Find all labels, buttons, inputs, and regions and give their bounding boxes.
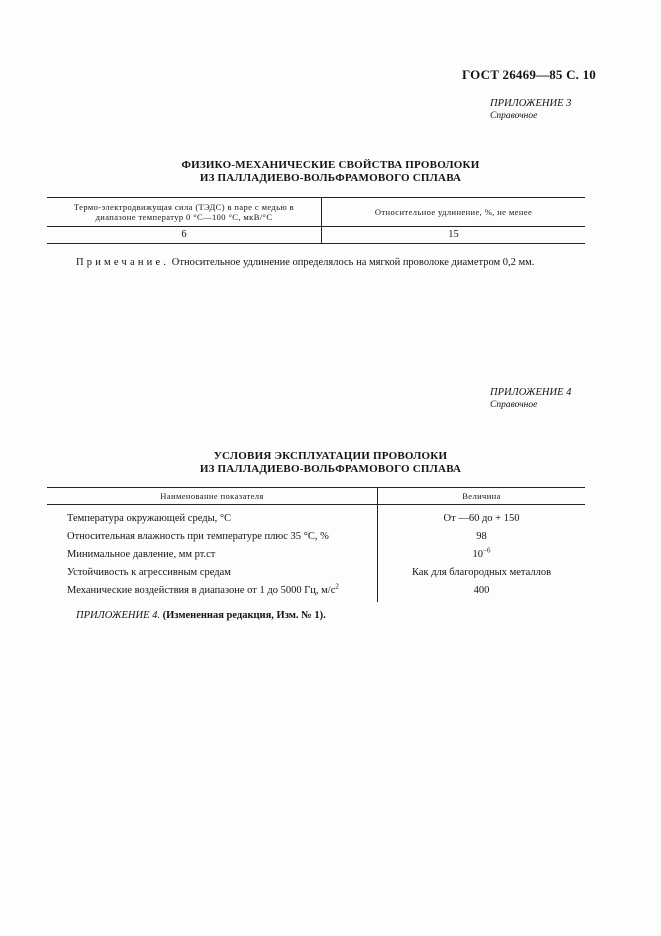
table-row: [47, 505, 585, 528]
appendix4-title-line2: ИЗ ПАЛЛАДИЕВО-ВОЛЬФРАМОВОГО СПЛАВА: [199, 463, 462, 475]
parameter-value: [378, 545, 586, 563]
table-row: [47, 581, 585, 602]
appendix3-title-line1: ФИЗИКО-МЕХАНИЧЕСКИЕ СВОЙСТВА ПРОВОЛОКИ: [181, 159, 480, 171]
tems-header-line2: диапазоне температур 0 °С—100 °С, мкВ/°С: [95, 212, 273, 222]
parameter-name-base: Механические воздействия в диапазоне от 1 до 5000 Гц, м/с: [67, 584, 336, 596]
appendix3-title: [0, 159, 661, 185]
parameter-value-exponent: −6: [483, 546, 491, 554]
appendix4-type: Справочное: [490, 400, 538, 410]
operating-conditions-table: [47, 487, 585, 602]
parameter-value: 98: [476, 530, 487, 542]
table-row: [47, 545, 585, 563]
properties-table-header: [47, 198, 585, 227]
table-row: [47, 227, 585, 244]
note-text: Относительное удлинение определялось на мягкой проволоке диаметром 0,2 мм.: [171, 257, 535, 268]
properties-table: [47, 197, 585, 244]
parameter-name-exponent: 2: [335, 582, 339, 590]
elongation-header: Относительное удлинение, %, не менее: [322, 198, 586, 227]
table-note: [76, 257, 534, 268]
appendix4-heading: [490, 386, 571, 412]
appendix3-label: ПРИЛОЖЕНИЕ 3: [490, 98, 572, 109]
parameter-name: Устойчивость к агрессивным средам: [47, 563, 378, 581]
amendment-note-appendix: ПРИЛОЖЕНИЕ 4.: [76, 610, 160, 621]
parameter-value: От —60 до + 150: [443, 512, 520, 524]
parameter-name: [47, 581, 378, 602]
value-header: Величина: [378, 488, 586, 505]
operating-table-header: [47, 488, 585, 505]
parameter-name: Температура окружающей среды, °С: [47, 505, 378, 528]
parameter-name: Относительная влажность при температуре плюс 35 °С, %: [47, 527, 378, 545]
tems-value: 6: [47, 227, 322, 244]
parameter-value: 400: [473, 584, 490, 596]
parameter-header: Наименование показателя: [47, 488, 378, 505]
parameter-name: Минимальное давление, мм рт.ст: [47, 545, 378, 563]
appendix3-type: Справочное: [490, 111, 538, 121]
tems-header: [47, 198, 322, 227]
note-label: Примечание.: [76, 257, 170, 268]
amendment-note-text: (Измененная редакция, Изм. № 1).: [162, 610, 326, 621]
appendix3-heading: [490, 97, 571, 123]
amendment-note: [76, 610, 326, 621]
tems-header-line1: Термо-электродвижущая сила (ТЭДС) в паре с медью в: [73, 202, 295, 212]
elongation-value: 15: [322, 227, 586, 244]
appendix4-title-line1: УСЛОВИЯ ЭКСПЛУАТАЦИИ ПРОВОЛОКИ: [213, 450, 448, 462]
appendix4-title: [0, 450, 661, 476]
document-reference: ГОСТ 26469—85 С. 10: [462, 67, 596, 82]
parameter-value: Как для благородных металлов: [411, 566, 552, 578]
appendix4-label: ПРИЛОЖЕНИЕ 4: [490, 387, 572, 398]
table-row: [47, 527, 585, 545]
appendix3-title-line2: ИЗ ПАЛЛАДИЕВО-ВОЛЬФРАМОВОГО СПЛАВА: [199, 172, 462, 184]
table-row: [47, 563, 585, 581]
parameter-value-base: 10: [472, 548, 484, 560]
